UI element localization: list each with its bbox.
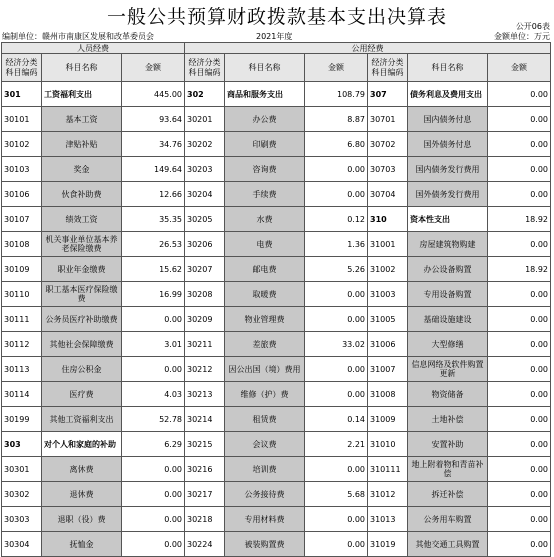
account-name: 咨询费 (225, 157, 305, 182)
account-name: 商品和服务支出 (225, 82, 305, 107)
account-code: 31005 (368, 307, 408, 332)
column-header-row (2, 54, 551, 82)
account-code: 30208 (185, 282, 225, 307)
header-amount: 金额 (122, 54, 185, 82)
account-code: 30304 (2, 532, 42, 557)
account-name: 土地补偿 (408, 407, 488, 432)
account-amount: 0.00 (305, 532, 368, 557)
account-name: 津贴补贴 (42, 132, 122, 157)
account-code: 310111 (368, 457, 408, 482)
account-name: 因公出国（境）费用 (225, 357, 305, 382)
account-name: 国内债务付息 (408, 107, 488, 132)
account-code: 30202 (185, 132, 225, 157)
account-amount: 52.78 (122, 407, 185, 432)
account-name: 被装购置费 (225, 532, 305, 557)
account-amount: 8.87 (305, 107, 368, 132)
account-amount: 18.92 (488, 257, 551, 282)
account-code: 30112 (2, 332, 42, 357)
account-amount: 108.79 (305, 82, 368, 107)
account-name: 电费 (225, 232, 305, 257)
table-row (2, 357, 551, 382)
fiscal-year-label: 2021年度 (256, 32, 293, 41)
account-code: 31003 (368, 282, 408, 307)
account-amount: 0.00 (488, 82, 551, 107)
amount-unit-label: 金额单位：万元 (494, 32, 550, 41)
account-amount: 0.00 (122, 507, 185, 532)
account-amount: 3.01 (122, 332, 185, 357)
account-code: 30110 (2, 282, 42, 307)
account-code: 31009 (368, 407, 408, 432)
account-name: 公务接待费 (225, 482, 305, 507)
account-name: 水费 (225, 207, 305, 232)
account-name: 债务利息及费用支出 (408, 82, 488, 107)
account-amount: 0.00 (488, 307, 551, 332)
account-amount: 35.35 (122, 207, 185, 232)
header-code: 经济分类科目编码 (2, 54, 42, 82)
account-code: 30224 (185, 532, 225, 557)
account-name: 退休费 (42, 482, 122, 507)
expenditure-table (1, 42, 551, 557)
header-code: 经济分类科目编码 (368, 54, 408, 82)
header-name: 科目名称 (408, 54, 488, 82)
table-row (2, 232, 551, 257)
account-name: 培训费 (225, 457, 305, 482)
account-name: 手续费 (225, 182, 305, 207)
account-name: 离休费 (42, 457, 122, 482)
account-code: 30203 (185, 157, 225, 182)
table-row (2, 407, 551, 432)
account-code: 30214 (185, 407, 225, 432)
report-meta-row (0, 31, 554, 42)
header-name: 科目名称 (42, 54, 122, 82)
account-name: 邮电费 (225, 257, 305, 282)
account-code: 31008 (368, 382, 408, 407)
account-amount: 0.00 (488, 107, 551, 132)
account-name: 专用材料费 (225, 507, 305, 532)
table-row (2, 507, 551, 532)
account-name: 拆迁补偿 (408, 482, 488, 507)
table-body (2, 82, 551, 557)
account-code: 30701 (368, 107, 408, 132)
account-code: 31007 (368, 357, 408, 382)
account-code: 30303 (2, 507, 42, 532)
form-number: 公开06表 (515, 22, 550, 31)
account-name: 物资储备 (408, 382, 488, 407)
account-name: 大型修缮 (408, 332, 488, 357)
account-code: 303 (2, 432, 42, 457)
account-amount: 0.00 (488, 532, 551, 557)
account-amount: 0.00 (305, 357, 368, 382)
table-row (2, 457, 551, 482)
table-row (2, 332, 551, 357)
account-amount: 0.00 (488, 132, 551, 157)
account-amount: 26.53 (122, 232, 185, 257)
account-amount: 0.00 (488, 507, 551, 532)
account-amount: 0.00 (488, 182, 551, 207)
account-name: 安置补助 (408, 432, 488, 457)
account-amount: 5.26 (305, 257, 368, 282)
account-name: 伙食补助费 (42, 182, 122, 207)
account-name: 其他工资福利支出 (42, 407, 122, 432)
account-code: 310 (368, 207, 408, 232)
header-amount: 金额 (488, 54, 551, 82)
account-code: 30204 (185, 182, 225, 207)
account-code: 30109 (2, 257, 42, 282)
account-name: 国外债务付息 (408, 132, 488, 157)
account-amount: 0.12 (305, 207, 368, 232)
account-name: 国外债务发行费用 (408, 182, 488, 207)
account-name: 其他交通工具购置 (408, 532, 488, 557)
account-code: 307 (368, 82, 408, 107)
account-code: 31010 (368, 432, 408, 457)
account-amount: 93.64 (122, 107, 185, 132)
table-row (2, 82, 551, 107)
account-name: 房屋建筑物购建 (408, 232, 488, 257)
account-amount: 18.92 (488, 207, 551, 232)
account-amount: 1.36 (305, 232, 368, 257)
account-code: 30201 (185, 107, 225, 132)
account-code: 31013 (368, 507, 408, 532)
account-name: 基础设施建设 (408, 307, 488, 332)
account-amount: 0.00 (305, 282, 368, 307)
table-row (2, 432, 551, 457)
account-code: 30213 (185, 382, 225, 407)
account-code: 31002 (368, 257, 408, 282)
account-code: 30111 (2, 307, 42, 332)
account-name: 医疗费 (42, 382, 122, 407)
account-name: 信息网络及软件购置更新 (408, 357, 488, 382)
organization-label: 编制单位：赣州市南康区发展和改革委员会 (2, 32, 154, 41)
account-code: 302 (185, 82, 225, 107)
account-name: 办公设备购置 (408, 257, 488, 282)
account-amount: 16.99 (122, 282, 185, 307)
account-code: 30215 (185, 432, 225, 457)
account-code: 30211 (185, 332, 225, 357)
account-code: 30113 (2, 357, 42, 382)
account-code: 30114 (2, 382, 42, 407)
report-title: 一般公共预算财政拨款基本支出决算表 (106, 6, 447, 28)
account-amount: 12.66 (122, 182, 185, 207)
account-amount: 0.00 (488, 357, 551, 382)
account-name: 印刷费 (225, 132, 305, 157)
account-name: 其他社会保障缴费 (42, 332, 122, 357)
table-row (2, 257, 551, 282)
account-code: 30205 (185, 207, 225, 232)
account-name: 基本工资 (42, 107, 122, 132)
account-amount: 445.00 (122, 82, 185, 107)
account-amount: 0.00 (122, 482, 185, 507)
account-name: 专用设备购置 (408, 282, 488, 307)
account-amount: 0.00 (122, 457, 185, 482)
account-code: 30702 (368, 132, 408, 157)
account-code: 30704 (368, 182, 408, 207)
account-name: 租赁费 (225, 407, 305, 432)
account-code: 30103 (2, 157, 42, 182)
account-amount: 33.02 (305, 332, 368, 357)
account-amount: 0.00 (488, 282, 551, 307)
table-row (2, 107, 551, 132)
account-code: 30218 (185, 507, 225, 532)
account-code: 30703 (368, 157, 408, 182)
account-amount: 0.00 (305, 507, 368, 532)
account-amount: 0.00 (488, 382, 551, 407)
account-amount: 4.03 (122, 382, 185, 407)
account-code: 30212 (185, 357, 225, 382)
table-row (2, 482, 551, 507)
account-name: 职业年金缴费 (42, 257, 122, 282)
table-row (2, 307, 551, 332)
account-name: 绩效工资 (42, 207, 122, 232)
account-code: 31001 (368, 232, 408, 257)
account-code: 30216 (185, 457, 225, 482)
account-code: 30108 (2, 232, 42, 257)
account-code: 30302 (2, 482, 42, 507)
account-code: 30101 (2, 107, 42, 132)
account-amount: 6.80 (305, 132, 368, 157)
account-amount: 34.76 (122, 132, 185, 157)
group-personnel: 人员经费 (2, 43, 185, 54)
account-amount: 0.00 (122, 357, 185, 382)
table-row (2, 207, 551, 232)
account-name: 资本性支出 (408, 207, 488, 232)
account-amount: 0.00 (305, 307, 368, 332)
group-public: 公用经费 (185, 43, 551, 54)
account-code: 30199 (2, 407, 42, 432)
account-amount: 6.29 (122, 432, 185, 457)
account-name: 差旅费 (225, 332, 305, 357)
account-code: 30206 (185, 232, 225, 257)
account-code: 31012 (368, 482, 408, 507)
account-amount: 0.00 (488, 332, 551, 357)
table-row (2, 182, 551, 207)
header-name: 科目名称 (225, 54, 305, 82)
account-code: 301 (2, 82, 42, 107)
account-amount: 5.68 (305, 482, 368, 507)
account-amount: 0.00 (488, 432, 551, 457)
account-name: 国内债务发行费用 (408, 157, 488, 182)
account-amount: 0.00 (488, 457, 551, 482)
account-name: 住房公积金 (42, 357, 122, 382)
group-header-row (2, 43, 551, 54)
account-code: 30301 (2, 457, 42, 482)
account-amount: 0.14 (305, 407, 368, 432)
account-amount: 0.00 (122, 532, 185, 557)
account-amount: 0.00 (488, 157, 551, 182)
account-name: 抚恤金 (42, 532, 122, 557)
account-code: 30106 (2, 182, 42, 207)
table-row (2, 382, 551, 407)
account-amount: 0.00 (488, 407, 551, 432)
account-name: 公务用车购置 (408, 507, 488, 532)
account-amount: 0.00 (305, 157, 368, 182)
account-name: 退职（役）费 (42, 507, 122, 532)
account-code: 30107 (2, 207, 42, 232)
header-code: 经济分类科目编码 (185, 54, 225, 82)
account-amount: 0.00 (488, 482, 551, 507)
account-amount: 0.00 (122, 307, 185, 332)
account-name: 会议费 (225, 432, 305, 457)
account-code: 31019 (368, 532, 408, 557)
account-name: 机关事业单位基本养老保险缴费 (42, 232, 122, 257)
header-amount: 金额 (305, 54, 368, 82)
account-amount: 0.00 (305, 182, 368, 207)
account-name: 对个人和家庭的补助 (42, 432, 122, 457)
account-amount: 15.62 (122, 257, 185, 282)
account-amount: 0.00 (305, 382, 368, 407)
account-code: 30207 (185, 257, 225, 282)
table-row (2, 157, 551, 182)
account-name: 维修（护）费 (225, 382, 305, 407)
account-name: 办公费 (225, 107, 305, 132)
table-row (2, 132, 551, 157)
account-amount: 0.00 (305, 457, 368, 482)
account-amount: 2.21 (305, 432, 368, 457)
account-name: 取暖费 (225, 282, 305, 307)
account-name: 奖金 (42, 157, 122, 182)
account-code: 31006 (368, 332, 408, 357)
account-name: 工资福利支出 (42, 82, 122, 107)
account-amount: 0.00 (488, 232, 551, 257)
account-name: 职工基本医疗保险缴费 (42, 282, 122, 307)
account-code: 30217 (185, 482, 225, 507)
account-code: 30102 (2, 132, 42, 157)
account-name: 公务员医疗补助缴费 (42, 307, 122, 332)
account-name: 地上附着物和青苗补偿 (408, 457, 488, 482)
table-row (2, 532, 551, 557)
table-row (2, 282, 551, 307)
account-name: 物业管理费 (225, 307, 305, 332)
account-amount: 149.64 (122, 157, 185, 182)
account-code: 30209 (185, 307, 225, 332)
